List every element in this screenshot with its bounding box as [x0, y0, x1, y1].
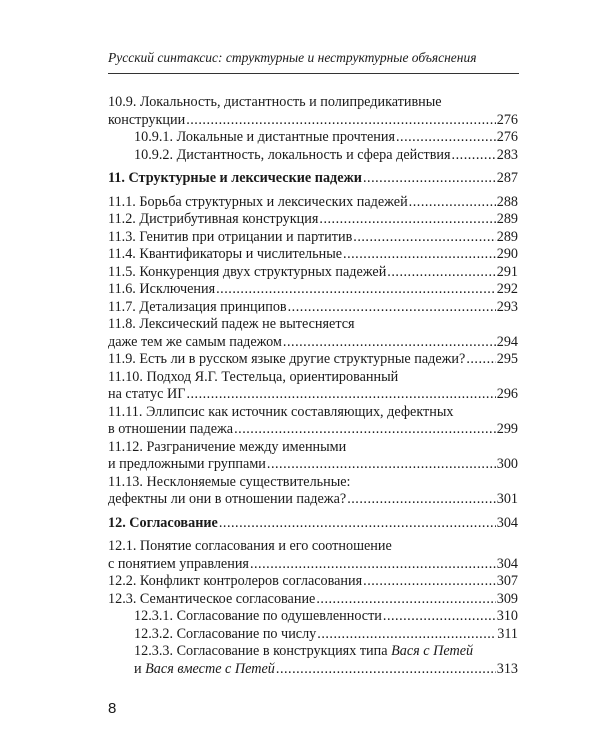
- toc-entry-title: 11.6. Исключения: [108, 281, 216, 297]
- toc-entry: [108, 515, 518, 533]
- dot-leader: [267, 456, 496, 474]
- dot-leader: [317, 626, 496, 644]
- toc-entry-title: с понятием управления: [108, 555, 249, 572]
- toc-entry-title: 12.3.1. Согласование по одушевленности: [134, 608, 382, 624]
- toc-entry-title: и предложными группами: [108, 456, 266, 472]
- toc-page-number: 289: [496, 211, 518, 227]
- toc-entry-title: даже тем же самым падежом: [108, 333, 282, 350]
- toc-entry-title: в отношении падежа: [108, 421, 234, 437]
- toc-page-number: 301: [496, 491, 518, 507]
- toc-entry-title: 12.1. Понятие согласования и его соотношение: [108, 538, 392, 554]
- toc-entry: [108, 474, 518, 509]
- toc-page-number: 299: [496, 421, 518, 437]
- dot-leader: [396, 129, 496, 147]
- toc-entry: [108, 439, 518, 474]
- toc-page-number: 313: [496, 660, 518, 677]
- dot-leader: [250, 556, 496, 574]
- toc-page-number: 291: [496, 263, 518, 280]
- dot-leader: [387, 264, 495, 282]
- toc-entry-title: конструкции: [108, 111, 186, 128]
- dot-leader: [316, 591, 495, 609]
- toc-page-number: 289: [496, 228, 518, 245]
- toc-entry: [108, 129, 518, 147]
- toc-page-number: 309: [496, 590, 518, 607]
- toc-page-number: 276: [496, 129, 518, 145]
- dot-leader: [216, 281, 496, 299]
- toc-entry: [108, 538, 518, 573]
- toc-entry-title: 11.2. Дистрибутивная конструкция: [108, 211, 319, 227]
- toc-page-number: 296: [496, 386, 518, 402]
- header-rule: [108, 73, 519, 74]
- toc-page-number: 300: [496, 456, 518, 472]
- toc-entry-title: 11.3. Генитив при отрицании и партитив: [108, 228, 353, 245]
- toc-page-number: 294: [496, 333, 518, 350]
- toc-page-number: 288: [496, 193, 518, 210]
- toc-entry: [108, 608, 518, 626]
- toc-entry-title: 11.10. Подход Я.Г. Тестельца, ориентированный: [108, 368, 399, 385]
- dot-leader: [219, 515, 496, 533]
- toc-entry-italic: Вася вместе с Петей: [145, 660, 275, 677]
- toc-page-number: 276: [496, 111, 518, 128]
- toc-page-number: 310: [496, 608, 518, 624]
- toc-entry: [108, 591, 518, 609]
- dot-leader: [186, 112, 496, 130]
- toc-page-number: 295: [496, 351, 518, 367]
- toc-page-number: 287: [496, 170, 518, 186]
- dot-leader: [363, 573, 496, 591]
- dot-leader: [234, 421, 496, 439]
- table-of-contents: [108, 94, 518, 678]
- toc-entry: [108, 211, 518, 229]
- toc-entry: [108, 351, 518, 369]
- toc-page-number: 311: [497, 625, 518, 642]
- running-header: Русский синтаксис: структурные и неструктурные объяснения: [108, 50, 477, 65]
- toc-entry: [108, 404, 518, 439]
- toc-entry: [108, 643, 518, 678]
- toc-entry: [108, 229, 518, 247]
- toc-page-number: 283: [496, 146, 518, 163]
- toc-entry-title: 11.8. Лексический падеж не вытесняется: [108, 316, 355, 332]
- toc-entry: [108, 369, 518, 404]
- toc-entry-title: 11.7. Детализация принципов: [108, 298, 287, 315]
- dot-leader: [319, 211, 495, 229]
- toc-entry: [108, 316, 518, 351]
- toc-entry-title: 12.3.3. Согласование в конструкциях типа Вася с Петей: [134, 643, 474, 659]
- toc-entry-title: 11.4. Квантификаторы и числительные: [108, 246, 343, 262]
- dot-leader: [409, 194, 496, 212]
- toc-entry: [108, 147, 518, 165]
- dot-leader: [347, 491, 496, 509]
- toc-page-number: 290: [496, 246, 518, 262]
- toc-entry-title: и Вася вместе с Петей: [134, 660, 275, 677]
- dot-leader: [466, 351, 495, 369]
- toc-entry-title: 10.9.2. Дистантность, локальность и сфера действия: [134, 146, 451, 163]
- page-number: 8: [108, 700, 117, 717]
- toc-entry-title: 10.9.1. Локальные и дистантные прочтения: [134, 129, 395, 145]
- toc-entry-title: 12.3.2. Согласование по числу: [134, 625, 317, 642]
- dot-leader: [383, 608, 496, 626]
- toc-entry-title: 12.2. Конфликт контролеров согласования: [108, 573, 363, 589]
- toc-page-number: 293: [496, 298, 518, 315]
- toc-entry: [108, 281, 518, 299]
- dot-leader: [343, 246, 496, 264]
- toc-entry: [108, 170, 518, 188]
- toc-entry-title: 10.9. Локальность, дистантность и полипредикативные: [108, 94, 442, 110]
- toc-entry: [108, 94, 518, 129]
- toc-entry: [108, 194, 518, 212]
- dot-leader: [288, 299, 496, 317]
- toc-entry-title: дефектны ли они в отношении падежа?: [108, 491, 347, 507]
- toc-page-number: 307: [496, 573, 518, 589]
- toc-page-number: 304: [496, 514, 518, 531]
- toc-entry-title: 11.12. Разграничение между именными: [108, 438, 347, 455]
- toc-entry-title: 11.11. Эллипсис как источник составляющих, дефектных: [108, 403, 454, 420]
- toc-entry-title: 12.3. Семантическое согласование: [108, 590, 316, 607]
- toc-entry-title: 11.1. Борьба структурных и лексических падежей: [108, 193, 408, 210]
- toc-entry: [108, 573, 518, 591]
- toc-entry: [108, 299, 518, 317]
- toc-entry-title: на статус ИГ: [108, 386, 186, 402]
- dot-leader: [186, 386, 495, 404]
- toc-entry-title: 12. Согласование: [108, 514, 218, 531]
- toc-entry-italic: Вася с Петей: [391, 643, 474, 659]
- toc-page-number: 304: [496, 555, 518, 572]
- toc-entry-title: 11.9. Есть ли в русском языке другие структурные падежи?: [108, 351, 466, 367]
- toc-entry: [108, 246, 518, 264]
- toc-entry-title: 11. Структурные и лексические падежи: [108, 170, 362, 186]
- toc-entry-title: 11.5. Конкуренция двух структурных падежей: [108, 263, 387, 280]
- toc-entry: [108, 626, 518, 644]
- dot-leader: [363, 170, 496, 188]
- toc-entry-title: 11.13. Несклоняемые существительные:: [108, 473, 351, 490]
- dot-leader: [452, 147, 496, 165]
- dot-leader: [353, 229, 495, 247]
- toc-page-number: 292: [496, 281, 518, 297]
- dot-leader: [276, 661, 496, 679]
- toc-entry: [108, 264, 518, 282]
- dot-leader: [283, 334, 496, 352]
